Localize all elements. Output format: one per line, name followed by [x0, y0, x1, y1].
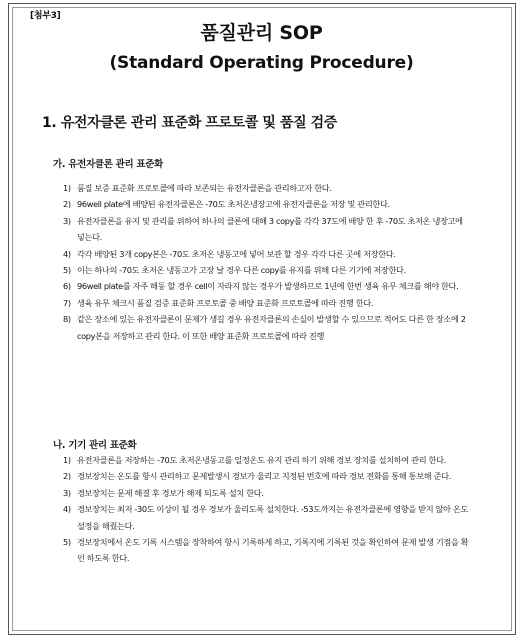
section-1-heading: 1. 유전자클론 관리 표준화 프로토콜 및 품질 검증: [42, 115, 337, 131]
list-item: 3) 경보장치는 문제 해결 후 경보가 해제 되도록 설치 한다.: [63, 487, 264, 498]
list-item: 2) 96well plate에 배양된 유전자클론은 -70도 초저온냉장고에 유전자클론을 저장 및 관리한다.: [63, 199, 390, 210]
list-item: 5) 경보장치에서 온도 기록 시스템을 장착하여 항시 기록하게 하고, 기록지에 기록된 것을 확인하여 문제 발생 기점을 확인 하도록 한다.: [63, 537, 469, 564]
list-item: 4) 경보장치는 최저 -30도 이상이 될 경우 경보가 울리도록 설치한다. -53도까지는 유전자클론에 영향을 받지 않아 온도설정을 해줬는다.: [63, 504, 469, 531]
list-item: 8) 같은 장소에 있는 유전자클론이 문제가 생길 경우 유전자클론의 손실이 발생할 수 있으므로 적어도 다른 한 장소에 2 copy본을 저장하고 관리 한다. 이 또한 배양 표준화 프로토콜에 따라 진행: [63, 314, 466, 341]
document-title: 품질관리 SOP: [200, 22, 323, 44]
list-item: 1) 품질 보증 표준화 프로토콜에 따라 보존되는 유전자클론을 관리하고자 한다.: [63, 183, 332, 193]
document-subtitle: (Standard Operating Procedure): [109, 53, 414, 73]
part-b-heading: 나. 기기 관리 표준화: [53, 440, 137, 451]
part-a-list: [60, 180, 472, 344]
list-item: 7) 생육 유무 체크시 품질 검증 표준화 프로토콜 중 배양 표준화 프로토콜에 따라 진행 한다.: [63, 297, 374, 308]
part-a-heading: 가. 유전자클론 관리 표준화: [53, 159, 163, 170]
list-item: 2) 경보장치는 온도를 항시 관리하고 문제발생시 경보가 울리고 지정된 번호에 따라 경보 전화를 통해 통보해 준다.: [63, 471, 451, 482]
part-b-list: [60, 452, 472, 567]
attachment-tag: [첨부3]: [30, 11, 61, 21]
list-item: 3) 유전자클론을 유지 및 관리를 위하여 하나의 클론에 대해 3 copy를 각각 37도에 배양 한 후 -70도 초저온 냉장고에 넣는다.: [63, 215, 463, 243]
list-item: 6) 96well plate를 자주 해동 할 경우 cell이 자라지 않는 경우가 발생하므로 1년에 한번 생육 유무 체크를 해야 한다.: [63, 281, 459, 292]
list-item: 1) 유전자클론을 저장하는 -70도 초저온냉동고를 일정온도 유지 관리 하기 위해 경보 장치를 설치하여 관리 한다.: [63, 455, 446, 465]
list-item: 5) 이는 하나의 -70도 초저온 냉동고가 고장 날 경우 다른 copy를 유지를 위해 다른 기기에 저장한다.: [63, 265, 406, 276]
list-item: 4) 각각 배양된 3개 copy본은 -70도 초저온 냉동고에 넣어 보관 할 경우 각각 다른 곳에 저장한다.: [63, 248, 396, 259]
